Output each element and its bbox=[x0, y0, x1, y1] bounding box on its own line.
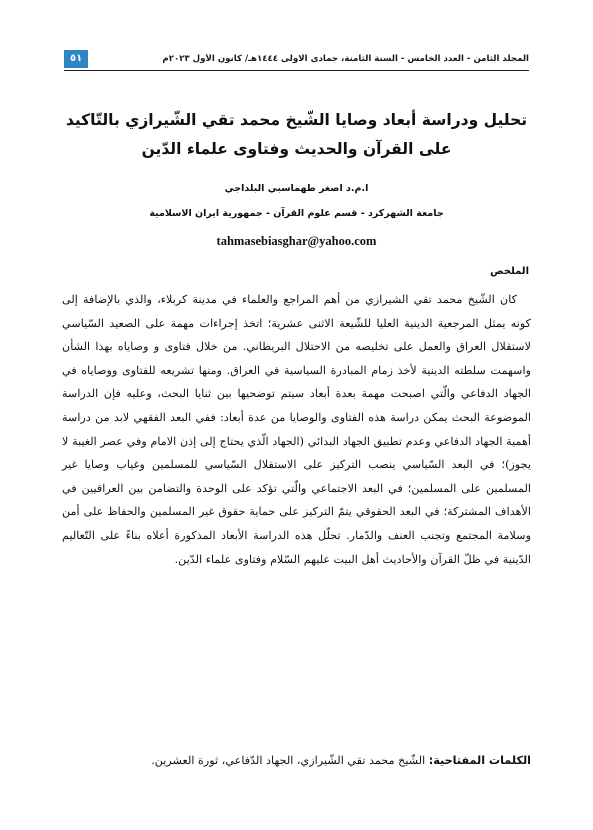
keywords-text: الشّيخ محمد تقي الشّيرازي، الجهاد الدّفاعي، ثورة العشرين. bbox=[151, 754, 429, 767]
header-journal-info: المجلد الثامن - العدد الخامس - السنة الثامنة، جمادى الاولى ١٤٤٤هـ/ كانون الأول ٢٠٢٣م bbox=[162, 54, 529, 64]
keywords-label: الكلمات المفتاحية: bbox=[428, 754, 531, 767]
abstract-body bbox=[62, 288, 531, 571]
author-affiliation: جامعة الشهركرد - قسم علوم القرآن - جمهورية ايران الاسلامية bbox=[149, 208, 444, 219]
keywords-line bbox=[62, 750, 531, 772]
page-number-badge: ٥١ bbox=[64, 50, 88, 68]
abstract-heading: الملخص bbox=[490, 266, 529, 277]
article-title: تحليل ودراسة أبعاد وصايا الشّيخ محمد تقي الشّيرازي بالتّاكيد على القرآن والحديث وفتاوى علماء الدّين bbox=[65, 111, 528, 158]
author-email[interactable]: tahmasebiasghar@yahoo.com bbox=[216, 234, 377, 248]
abstract-paragraph: كان الشّيخ محمد تقي الشيرازي من أهم المراجع والعلماء في مدينة كربلاء، والذي بالإضافة إلى كونه يمثل المرجعية الدينية العليا للشّيعة الاثنى عشرية؛ اتخذ إجراءات مهمة على الصعيد السّياسي لاستقلال العراق والعمل على تخليصه من الاحتلال البريطاني. من خلال فتاوى و وصاياه بهذا الشأن واسهمت سلطته الدينية لأخذ زمام المبادرة السياسية في العراق. ومنها تشريعه للفتاوى ووصاياه في الجهاد الدفاعي والّتي اصبحت مهمة بعدة أبعاد سيتم توضحيها بين ثنايا البحث، وعليه فإن الدراسة الموضوعة البحث يمكن دراسة هذه الفتاوى والوصايا من عدة أبعاد: ففي البعد الفقهي لابد من دراسة أهمية الجهاد الدفاعي وعدم تطبيق الجهاد البدائي (الجهاد الّذي يحتاج إلى إذن الامام وفي عصر الغيبة لا يجوز)؛ في البعد السّياسي ينصب التركيز على الاستقلال السّياسي للمسلمين وغياب وصايا غير المسلمين على المسلمين؛ في البعد الاجتماعي والّتي تؤكد على الوحدة والتضامن بين العراقيين في الأهداف المشتركة؛ في البعد الحقوقي يتمّ التركيز على حماية حقوق غير المسلمين والحفاظ على أمن وسلامة المجتمع وتجنب العنف والدّمار. تحلّل هذه الدراسة الأبعاد المذكورة أعلاه بناءً على التّعاليم الدّينية في ظلّ القرآن والأحاديث أهل البيت عليهم السّلام وفتاوى علماء الدّين. bbox=[62, 293, 531, 566]
author-name: ا.م.د اصغر طهماسبي البلداجي bbox=[224, 183, 369, 194]
running-header bbox=[64, 48, 529, 71]
